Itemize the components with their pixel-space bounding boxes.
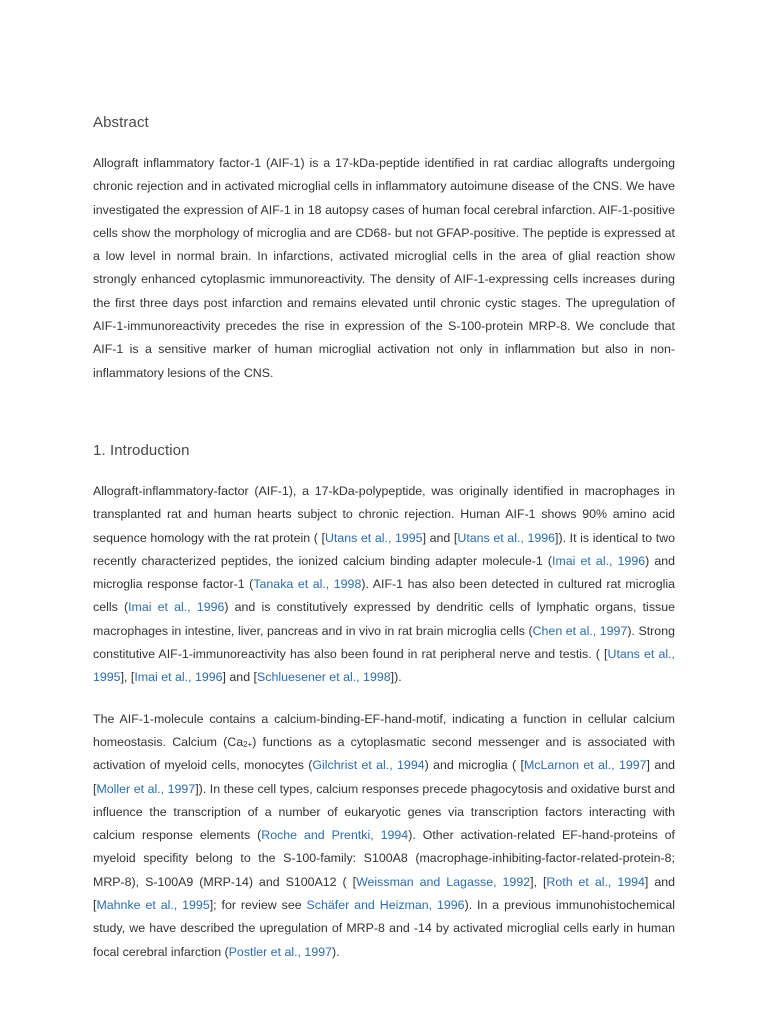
text-run: ] and [ [93, 874, 675, 913]
citation-link[interactable]: Utans et al., 1995 [93, 647, 675, 685]
text-run: ). AIF-1 has also been detected in cultured rat microglia cells ( [93, 577, 675, 615]
text-run: ]; for review see [209, 898, 307, 913]
text-run: ) functions as a cytoplasmatic second messenger and is associated with activation of myeloid cells, monocytes ( [93, 734, 675, 773]
text-run: ]). In these cell types, calcium responses precede phagocytosis and oxidative burst and influence the transcription of a number of eukaryotic genes via transcription factors interacting with calcium response elements ( [93, 781, 675, 843]
text-run: ) and microglia response factor-1 ( [93, 553, 675, 592]
citation-link[interactable]: Mahnke et al., 1995 [96, 898, 210, 913]
citation-link[interactable]: Roth et al., 1994 [546, 874, 645, 889]
text-run: ) and microglia ( [ [424, 758, 524, 773]
citation-link[interactable]: Moller et al., 1997 [96, 781, 196, 796]
text-run: ], [ [530, 874, 547, 889]
text-run: The AIF-1-molecule contains a calcium-binding-EF-hand-motif, indicating a function in cellular calcium homeostasis. Calcium (Ca [93, 711, 675, 749]
text-run: ] and [ [222, 670, 257, 685]
citation-link[interactable]: Tanaka et al., 1998 [253, 577, 362, 592]
citation-link[interactable]: McLarnon et al., 1997 [523, 758, 647, 773]
superscript: 2+ [243, 739, 253, 749]
citation-link[interactable]: Weissman and Lagasse, 1992 [356, 874, 531, 889]
text-run: ], [ [120, 670, 135, 685]
text-run: ). Other activation-related EF-hand-proteins of myeloid specifity belong to the S-100-family: S100A8 (macrophage-inhibiting-factor-related-protein-8; MRP-8), S-100A9 (MRP-14) and S100A12 ( [ [93, 828, 675, 889]
citation-link[interactable]: Postler et al., 1997 [228, 944, 332, 959]
citation-link[interactable]: Roche and Prentki, 1994 [261, 828, 409, 843]
citation-link[interactable]: Utans et al., 1995 [324, 530, 423, 545]
text-run: Allograft-inflammatory-factor (AIF-1), a 17-kDa-polypeptide, was originally identified in macrophages in transplanted rat and human hearts subject to chronic rejection. Human AIF-1 shows 90% amino acid sequence homology with the rat protein ( [ [93, 483, 675, 545]
text-run: ). Strong constitutive AIF-1-immunoreactivity has also been found in rat peripheral nerve and testis. ( [ [93, 623, 675, 662]
citation-link[interactable]: Schäfer and Heizman, 1996 [306, 898, 465, 913]
article-content [93, 114, 675, 964]
abstract-paragraph: Allograft inflammatory factor-1 (AIF-1) is a 17-kDa-peptide identified in rat cardiac allografts undergoing chronic rejection and in activated microglial cells in inflammatory autoimune disease of the CNS. We have investigated the expression of AIF-1 in 18 autopsy cases of human focal cerebral infarction. AIF-1-positive cells show the morphology of microglia and are CD68- but not GFAP-positive. The peptide is expressed at a low level in normal brain. In infarctions, activated microglial cells in the area of glial reaction show strongly enhanced cytoplasmic immunoreactivity. The density of AIF-1-expressing cells increases during the first three days post infarction and remains elevated until chronic cystic stages. The upregulation of AIF-1-immunoreactivity precedes the rise in expression of the S-100-protein MRP-8. We conclude that AIF-1 is a sensitive marker of human microglial activation not only in inflammation but also in non-inflammatory lesions of the CNS. [93, 156, 675, 380]
introduction-heading: 1. Introduction [93, 441, 190, 459]
text-run: ) and is constitutively expressed by dendritic cells of lymphatic organs, tissue macrophages in intestine, liver, pancreas and in vivo in rat brain microglia cells ( [93, 600, 675, 638]
citation-link[interactable]: Utans et al., 1996 [457, 530, 556, 545]
citation-link[interactable]: Imai et al., 1996 [128, 600, 225, 615]
citation-link[interactable]: Imai et al., 1996 [134, 670, 223, 685]
introduction-paragraph-1 [93, 480, 675, 690]
text-run: ]). It is identical to two recently characterized peptides, the ionized calcium binding adapter molecule-1 ( [93, 530, 676, 568]
introduction-paragraph-2 [93, 708, 675, 964]
text-run: ). In a previous immunohistochemical study, we have described the upregulation of MRP-8 and -14 by activated microglial cells early in human focal cerebral infarction ( [93, 898, 675, 959]
abstract-heading: Abstract [93, 114, 149, 131]
citation-link[interactable]: Chen et al., 1997 [532, 623, 628, 638]
text-run: ]). [390, 670, 402, 685]
text-run: ). [332, 944, 340, 959]
citation-link[interactable]: Gilchrist et al., 1994 [312, 758, 425, 773]
text-run: ] and [ [93, 758, 675, 796]
citation-link[interactable]: Schluesener et al., 1998 [256, 670, 391, 685]
text-run: ] and [ [422, 530, 458, 545]
citation-link[interactable]: Imai et al., 1996 [552, 553, 646, 568]
